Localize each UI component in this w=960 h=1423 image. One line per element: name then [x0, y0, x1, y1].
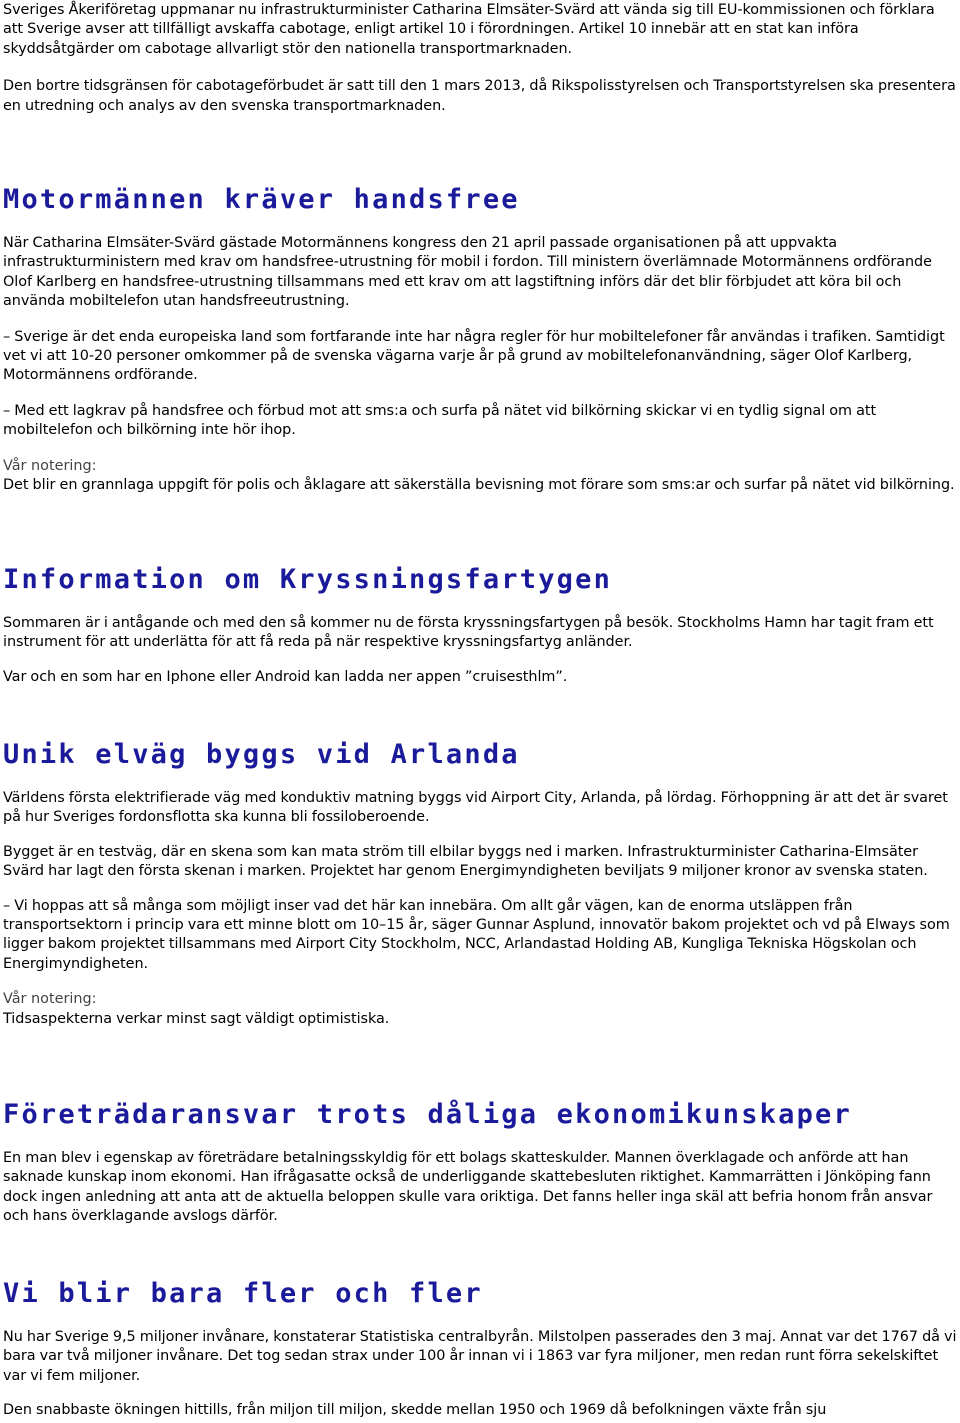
- article-paragraph: Sommaren är i antågande och med den så kommer nu de första kryssningsfartygen på besök. Stockholms Hamn har tagit fram ett instrument för att underlätta för att få reda på när respektive kryssningsfartyg anländer.: [3, 615, 934, 651]
- article-paragraph: Den snabbaste ökningen hittills, från miljon till miljon, skedde mellan 1950 och 1969 då befolkningen växte från sju: [3, 1402, 827, 1419]
- article-elvag: [3, 738, 957, 1029]
- article-paragraph: Var och en som har en Iphone eller Android kan ladda ner appen ”cruisesthlm”.: [3, 668, 568, 685]
- article-paragraph: En man blev i egenskap av företrädare betalningsskyldig för ett bolags skatteskulder. Mannen överklagade och anförde att han saknade kunskap inom ekonomi. Han ifrågasatte också de underliggande skattebesluten riktighet. Kammarrätten i Jönköping fann dock ingen anledning att anta att de aktuella beloppen skulle vara oriktiga. Det fanns heller inga skäl att befria honom från ansvar och hans överklagande avslogs därför.: [3, 1150, 933, 1225]
- article-paragraph: – Sverige är det enda europeiska land som fortfarande inte har några regler för hur mobiltelefoner får användas i trafiken. Samtidigt vet vi att 10-20 personer omkommer på de svenska vägarna varje år på grund av mobiltelefonanvändning, säger Olof Karlberg, Motormännens ordförande.: [3, 328, 945, 384]
- article-heading: Unik elväg byggs vid Arlanda: [3, 739, 520, 770]
- article-paragraph: Bygget är en testväg, där en skena som kan mata ström till elbilar byggs ned i marken. Infrastrukturminister Catharina-Elmsäter Svärd har lagt den första skenan i marken. Projektet har genom Energimyndigheten beviljats 9 miljoner kronor av svenska staten.: [3, 843, 928, 880]
- note-text: Det blir en grannlaga uppgift för polis och åklagare att säkerställa bevisning mot förare som sms:ar och surfar på nätet vid bilkörning.: [3, 477, 955, 494]
- note-text: Tidsaspekterna verkar minst sagt väldigt optimistiska.: [3, 1010, 390, 1027]
- article-heading: Vi blir bara fler och fler: [3, 1278, 483, 1309]
- note-label: Vår notering:: [3, 991, 97, 1008]
- article-paragraph: Nu har Sverige 9,5 miljoner invånare, konstaterar Statistiska centralbyrån. Milstolpen passerades den 3 maj. Annat var det 1767 då vi bara var två miljoner invånare. Det tog sedan strax under 100 år innan vi i 1863 var fyra miljoner, men redan runt förra sekelskiftet var vi fem miljoner.: [3, 1329, 957, 1384]
- article-motormannen: [3, 183, 957, 495]
- article-kryssningsfartyg: [3, 563, 957, 687]
- intro-paragraph-2: Den bortre tidsgränsen för cabotageförbudet är satt till den 1 mars 2013, då Rikspolisstyrelsen och Transportstyrelsen ska presentera en utredning och analys av den svenska transportmarknaden.: [3, 78, 956, 114]
- article-foretradaransvar: [3, 1098, 957, 1227]
- article-heading: Information om Kryssningsfartygen: [3, 564, 613, 595]
- article-paragraph: När Catharina Elmsäter-Svärd gästade Motormännens kongress den 21 april passade organisationen på att uppvakta infrastrukturministern med krav om handsfree-utrustning för mobil i fordon. Till ministern överlämnade Motormännens ordförande Olof Karlberg en handsfree-utrustning tillsammans med ett krav om att lagstiftning införs där det blir förbjudet att köra bil och använda mobiltelefon utan handsfreeutrustning.: [3, 235, 932, 310]
- article-heading: Motormännen kräver handsfree: [3, 184, 520, 215]
- article-befolkning: [3, 1277, 957, 1421]
- intro-section: [3, 1, 957, 116]
- note-label: Vår notering:: [3, 457, 97, 474]
- intro-paragraph-1: Sveriges Åkeriföretag uppmanar nu infrastrukturminister Catharina Elmsäter-Svärd att vända sig till EU-kommissionen och förklara att Sverige avser att tillfälligt avskaffa cabotage, enligt artikel 10 i förordningen. Artikel 10 innebär att en stat kan införa skyddsåtgärder om cabotage allvarligt stör den nationella transportmarknaden.: [3, 2, 935, 57]
- article-paragraph: Världens första elektrifierade väg med konduktiv matning byggs vid Airport City, Arlanda, på lördag. Förhoppning är att det är svaret på hur Sveriges fordonsflotta ska kunna bli fossiloberoende.: [3, 790, 948, 826]
- article-paragraph: – Med ett lagkrav på handsfree och förbud mot att sms:a och surfa på nätet vid bilkörning skickar vi en tydlig signal om att mobiltelefon och bilkörning inte hör ihop.: [3, 402, 877, 439]
- article-paragraph: – Vi hoppas att så många som möjligt inser vad det här kan innebära. Om allt går vägen, kan de enorma utsläppen från transportsektorn i princip vara ett minne blott om 10–15 år, säger Gunnar Asplund, innovatör bakom projektet och vd på Elways som ligger bakom projektet tillsammans med Airport City Stockholm, NCC, Arlandastad Holding AB, Kungliga Tekniska Högskolan och Energimyndigheten.: [3, 897, 950, 972]
- article-heading: Företrädaransvar trots dåliga ekonomikunskaper: [3, 1099, 852, 1130]
